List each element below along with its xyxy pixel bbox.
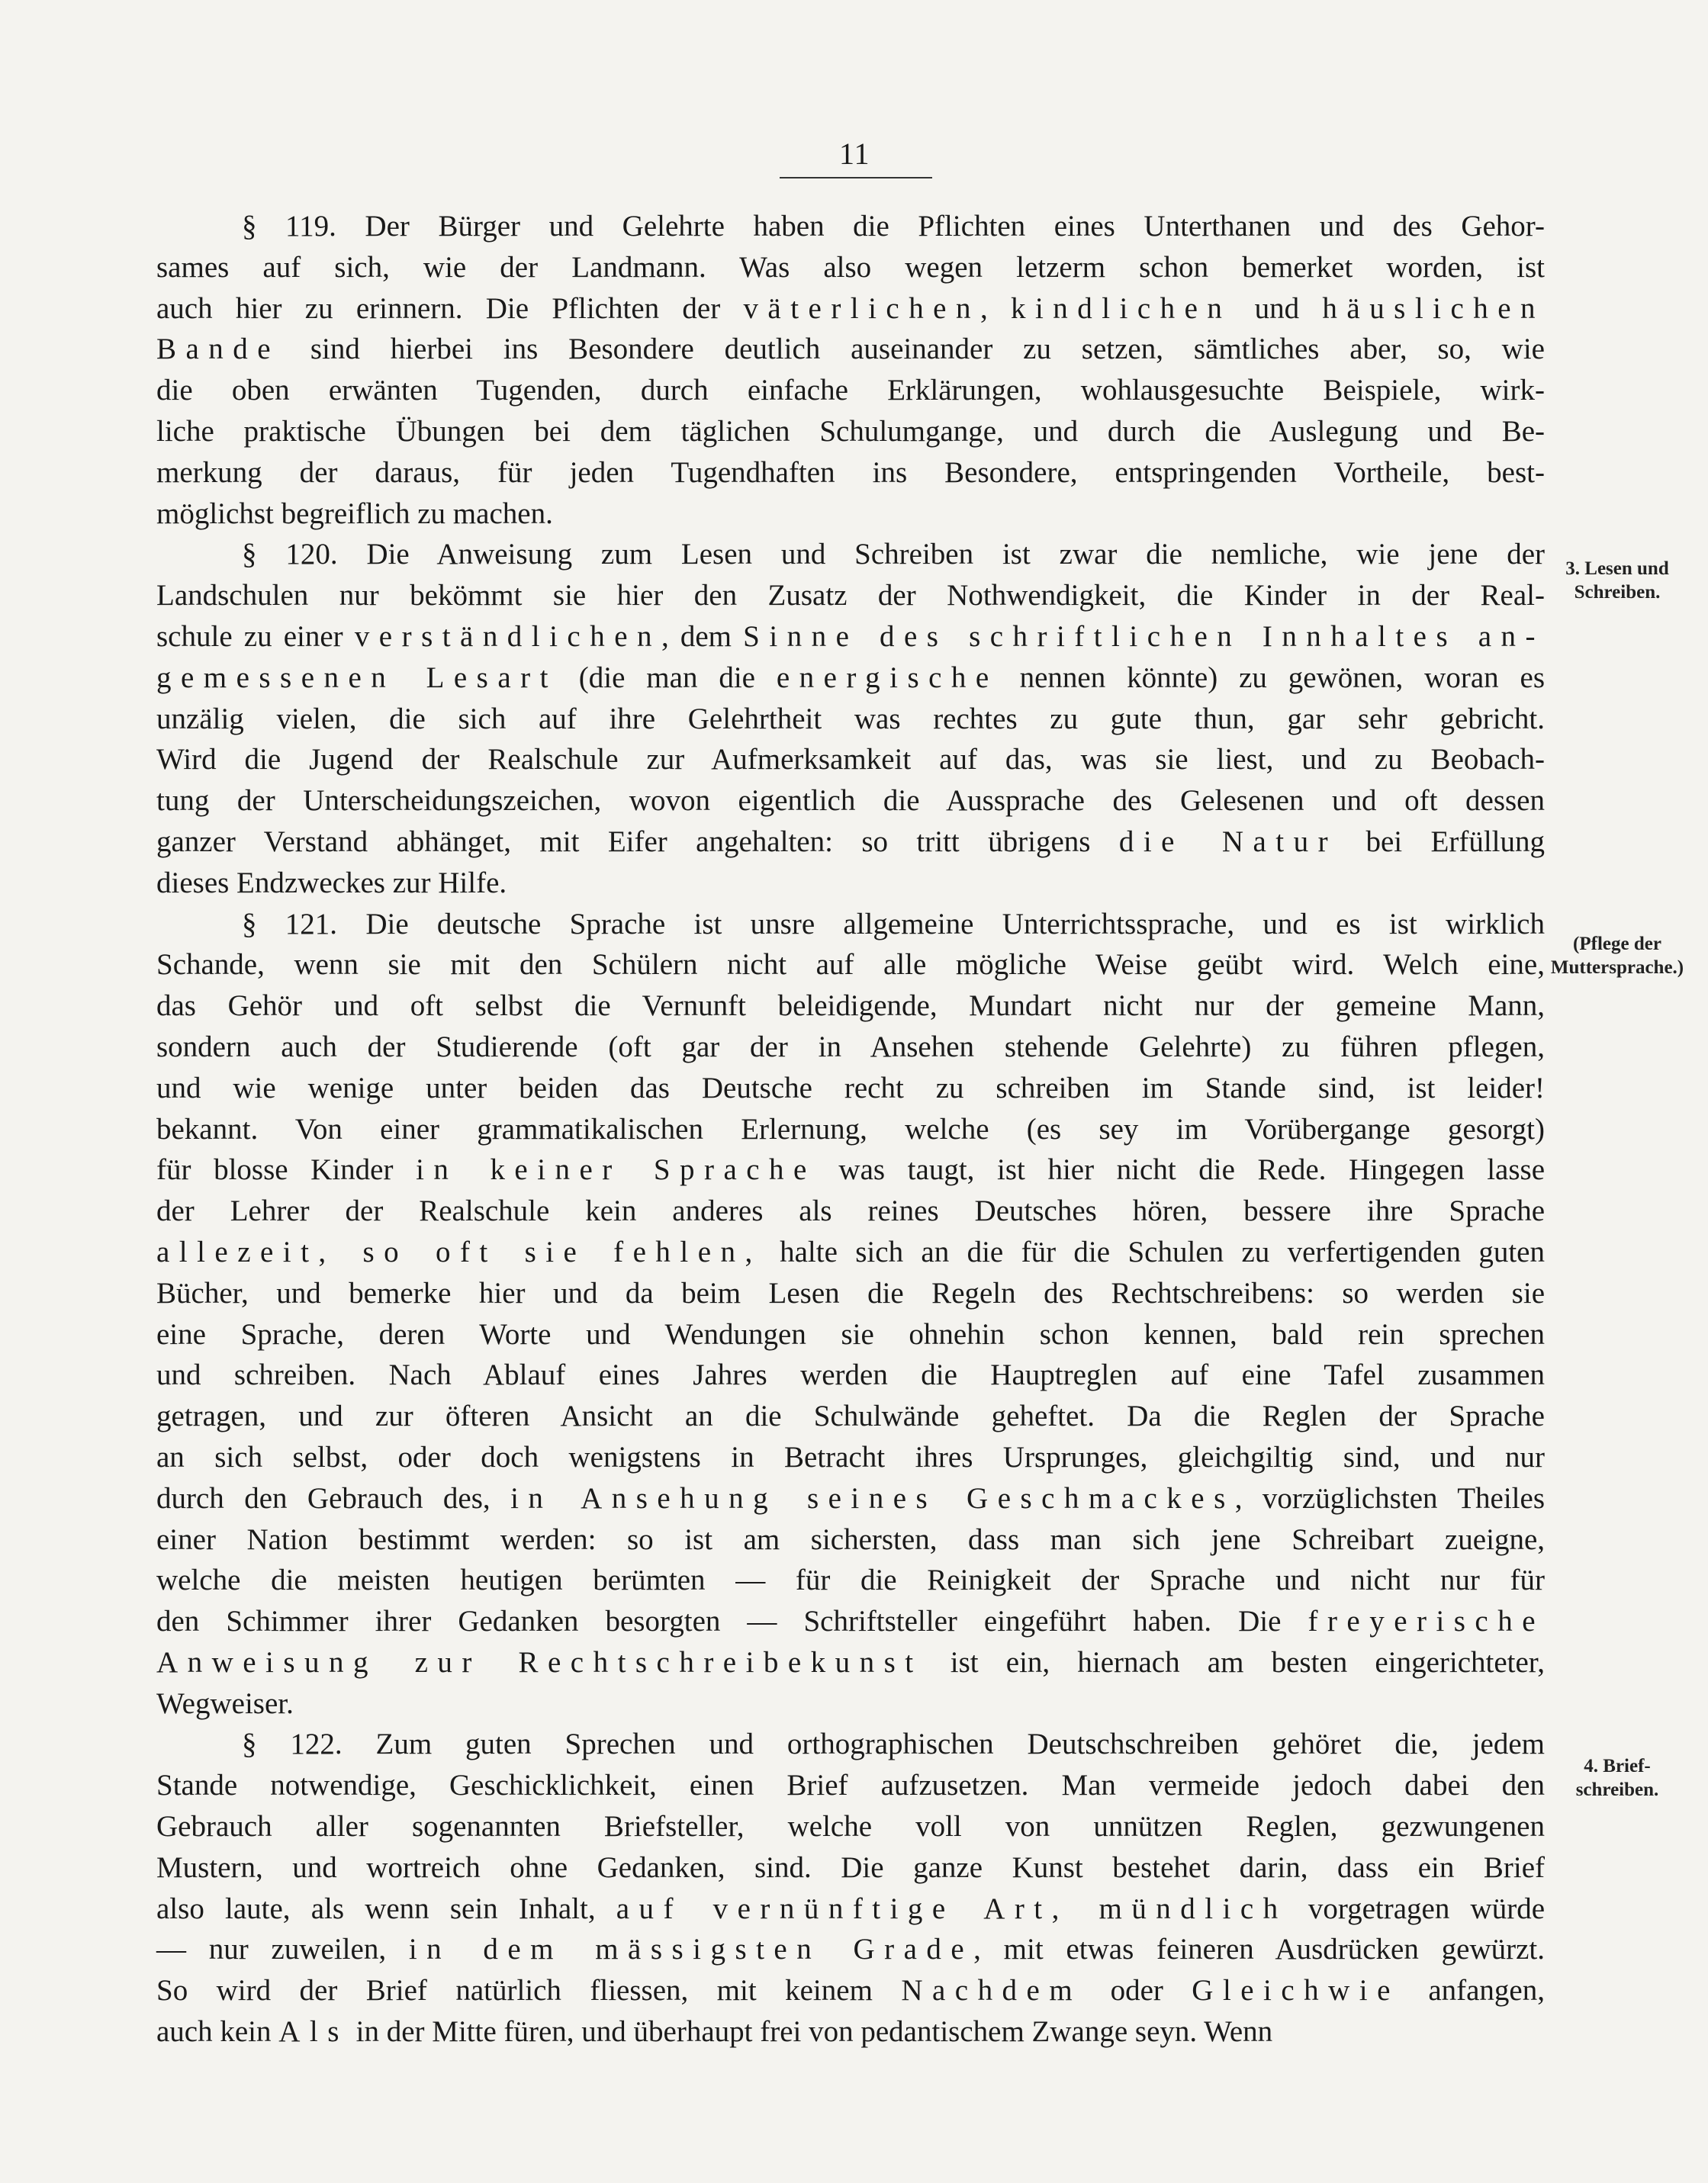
text-line (156, 494, 1545, 535)
text-line (156, 1806, 1545, 1847)
text-line (156, 575, 1545, 616)
text-line (156, 657, 1545, 699)
text-line (156, 1232, 1545, 1273)
text-line (156, 2011, 1545, 2053)
spaced-emphasis: in keiner Sprache (416, 1153, 816, 1187)
text-line (156, 370, 1545, 411)
text-line (156, 1273, 1545, 1314)
text-line (156, 1396, 1545, 1437)
text-line (156, 288, 1545, 330)
spaced-emphasis: gemessenen Lesart (156, 661, 558, 694)
text-segment: bekannt. Von einer grammatikalischen Erlernung, welche (es sey im Vorübergange gesorgt) (156, 1112, 1545, 1146)
text-segment: schule zu einer (156, 619, 355, 653)
margin-note-lesen-schreiben: 3. Lesen und Schreiben. (1565, 558, 1669, 603)
text-segment: möglichst begreiflich zu machen. (156, 497, 553, 530)
text-segment: , (979, 291, 1011, 325)
text-line (156, 904, 1545, 945)
text-segment: § 120. Die Anweisung zum Lesen und Schreiben ist zwar die nemliche, wie jene der (242, 538, 1545, 571)
text-line (156, 206, 1545, 247)
text-segment: halte sich an die für die Schulen zu verfertigenden guten (761, 1235, 1545, 1268)
text-line (156, 1068, 1545, 1109)
text-line (156, 1970, 1545, 2011)
spaced-emphasis: in dem mässigsten Grade (408, 1933, 974, 1966)
text-line (156, 1847, 1545, 1889)
spaced-emphasis: verständlichen (354, 619, 661, 653)
text-line (156, 1478, 1545, 1519)
text-segment: , vorzüglichsten Theiles (1234, 1481, 1546, 1515)
text-line (156, 699, 1545, 740)
text-segment: merkung der daraus, für jeden Tugendhaften ins Besondere, entspringenden Vortheile, best- (156, 455, 1545, 489)
text-segment: Landschulen nur bekömmt sie hier den Zusatz der Nothwendigkeit, die Kinder in der Real- (156, 579, 1545, 612)
spaced-emphasis: freyerische (1308, 1605, 1545, 1638)
spaced-emphasis: energische (776, 661, 999, 694)
text-segment: Gebrauch aller sogenannten Briefsteller, welche voll von unnützen Reglen, gezwungenen (156, 1810, 1545, 1844)
text-line (156, 944, 1545, 985)
text-segment: Stande notwendige, Geschicklichkeit, einen Brief aufzusetzen. Man vermeide jedoch dabei den (156, 1769, 1545, 1802)
spaced-emphasis: in Ansehung seines Geschmackes (510, 1481, 1235, 1515)
spaced-emphasis: Als (278, 2015, 349, 2049)
text-segment: (die man die (557, 661, 777, 694)
text-segment: einer Nation bestimmt werden: so ist am sichersten, dass man sich jene Schreibart zueigne, (156, 1522, 1545, 1556)
text-line (156, 1191, 1545, 1232)
spaced-emphasis: allezeit, so oft sie fehlen, (156, 1235, 762, 1268)
text-segment: sind hierbei ins Besondere deutlich auseinander zu setzen, sämtliches aber, so, wie (280, 333, 1545, 366)
text-segment: also laute, als wenn sein Inhalt, (156, 1892, 616, 1925)
text-segment: Mustern, und wortreich ohne Gedanken, sind. Die ganze Kunst bestehet darin, dass ein Brief (156, 1850, 1545, 1884)
text-segment: Wegweiser. (156, 1686, 294, 1720)
text-line (156, 863, 1545, 904)
text-line (156, 616, 1545, 657)
spaced-emphasis: Sinne des schriftlichen Innhaltes an- (743, 619, 1545, 653)
text-line (156, 329, 1545, 370)
spaced-emphasis: väterlichen (743, 291, 980, 325)
page-number: 11 (839, 137, 870, 171)
text-line (156, 1889, 1545, 1930)
text-segment: § 121. Die deutsche Sprache ist unsre allgemeine Unterrichtssprache, und es ist wirklich (242, 907, 1545, 940)
text-segment: — nur zuweilen, (156, 1933, 409, 1966)
text-segment: anfangen, (1399, 1974, 1545, 2008)
spaced-emphasis: Nachdem (901, 1974, 1082, 2008)
text-line (156, 1765, 1545, 1806)
text-line (156, 1683, 1545, 1725)
text-segment: , dem (661, 619, 744, 653)
text-line (156, 452, 1545, 494)
text-segment: an sich selbst, oder doch wenigstens in Betracht ihres Ursprunges, gleichgiltig sind, und nur (156, 1440, 1545, 1474)
margin-note-briefschreiben: 4. Brief-schreiben. (1575, 1756, 1659, 1800)
text-line (156, 1519, 1545, 1561)
spaced-emphasis: Gleichwie (1192, 1974, 1400, 2008)
text-segment: sondern auch der Studierende (oft gar der in Ansehen stehende Gelehrte) zu führen pflegen, (156, 1030, 1545, 1063)
text-line (156, 1314, 1545, 1355)
spaced-emphasis: häuslichen (1322, 291, 1546, 325)
text-line (156, 1149, 1545, 1191)
text-segment: die oben erwänten Tugenden, durch einfache Erklärungen, wohlausgesuchte Beispiele, wirk- (156, 374, 1545, 407)
text-segment: ganzer Verstand abhänget, mit Eifer angehalten: so tritt übrigens (156, 825, 1119, 858)
text-segment: So wird der Brief natürlich fliessen, mit keinem (156, 1974, 902, 2008)
text-segment: dieses Endzweckes zur Hilfe. (156, 866, 507, 899)
text-segment: durch den Gebrauch des, (156, 1481, 511, 1515)
text-segment: vorgetragen würde (1287, 1892, 1546, 1925)
text-segment: nennen könnte) zu gewönen, woran es (998, 661, 1545, 694)
text-segment: , mit etwas feineren Ausdrücken gewürzt. (973, 1933, 1545, 1966)
text-line (156, 1437, 1545, 1478)
text-segment: den Schimmer ihrer Gedanken besorgten — Schriftsteller eingeführt haben. Die (156, 1605, 1308, 1638)
text-line (156, 739, 1545, 780)
text-segment: § 122. Zum guten Sprechen und orthographischen Deutschschreiben gehöret die, jedem (242, 1728, 1545, 1761)
text-line (156, 985, 1545, 1027)
text-line (156, 534, 1545, 575)
page-number-rule (780, 177, 932, 178)
text-segment: in der Mitte füren, und überhaupt frei von pedantischem Zwange seyn. Wenn (348, 2015, 1273, 2049)
spaced-emphasis: die Natur (1118, 825, 1338, 858)
text-segment: liche praktische Übungen bei dem täglichen Schulumgange, und durch die Auslegung und Be- (156, 414, 1545, 448)
text-segment: der Lehrer der Realschule kein anderes als reines Deutsches hören, bessere ihre Sprache (156, 1194, 1545, 1228)
text-line (156, 247, 1545, 288)
text-segment: Schande, wenn sie mit den Schülern nicht auf alle mögliche Weise geübt wird. Welch eine, (156, 948, 1545, 982)
text-line (156, 411, 1545, 452)
text-segment: tung der Unterscheidungszeichen, wovon eigentlich die Aussprache des Gelesenen und oft dessen (156, 784, 1545, 818)
text-line (156, 1355, 1545, 1396)
text-line (156, 1109, 1545, 1150)
text-segment: auch hier zu erinnern. Die Pflichten der (156, 291, 744, 325)
text-line (156, 1601, 1545, 1642)
spaced-emphasis: kindlichen (1010, 291, 1232, 325)
text-line (156, 821, 1545, 863)
text-segment: und (1231, 291, 1323, 325)
text-segment: getragen, und zur öfteren Ansicht an die Schulwände geheftet. Da die Reglen der Sprache (156, 1400, 1545, 1433)
text-segment: und wie wenige unter beiden das Deutsche recht zu schreiben im Stande sind, ist leider! (156, 1071, 1545, 1104)
text-segment: für blosse Kinder (156, 1153, 417, 1187)
body-text (156, 206, 1545, 2053)
text-segment: bei Erfüllung (1337, 825, 1545, 858)
spaced-emphasis: auf vernünftige Art, mündlich (616, 1892, 1288, 1925)
text-segment: § 119. Der Bürger und Gelehrte haben die Pflichten eines Unterthanen und des Gehor- (242, 210, 1545, 243)
spaced-emphasis: Anweisung zur Rechtschreibekunst (156, 1645, 923, 1679)
text-line (156, 1642, 1545, 1683)
text-segment: das Gehör und oft selbst die Vernunft beleidigende, Mundart nicht nur der gemeine Mann, (156, 989, 1545, 1023)
text-line (156, 1929, 1545, 1970)
text-segment: auch kein (156, 2015, 279, 2049)
margin-note-muttersprache: (Pflege der Muttersprache.) (1550, 934, 1684, 978)
text-segment: Bücher, und bemerke hier und da beim Lesen die Regeln des Rechtschreibens: so werden sie (156, 1276, 1545, 1310)
spaced-emphasis: Bande (156, 333, 281, 366)
text-line (156, 780, 1545, 821)
text-line (156, 1560, 1545, 1601)
text-segment: eine Sprache, deren Worte und Wendungen sie ohnehin schon kennen, bald rein sprechen (156, 1317, 1545, 1351)
text-line (156, 1027, 1545, 1068)
text-segment: ist ein, hiernach am besten eingerichteter, (922, 1645, 1545, 1679)
text-line (156, 1724, 1545, 1765)
text-segment: sames auf sich, wie der Landmann. Was also wegen letzerm schon bemerket worden, ist (156, 250, 1545, 284)
text-segment: welche die meisten heutigen berümten — für die Reinigkeit der Sprache und nicht nur für (156, 1564, 1545, 1597)
text-segment: Wird die Jugend der Realschule zur Aufmerksamkeit auf das, was sie liest, und zu Beobach- (156, 743, 1545, 776)
text-segment: was taugt, ist hier nicht die Rede. Hingegen lasse (815, 1153, 1546, 1187)
text-segment: oder (1082, 1974, 1192, 2008)
text-segment: und schreiben. Nach Ablauf eines Jahres werden die Hauptreglen auf eine Tafel zusammen (156, 1358, 1545, 1392)
text-segment: unzälig vielen, die sich auf ihre Gelehrtheit was rechtes zu gute thun, gar sehr gebricht. (156, 702, 1545, 735)
